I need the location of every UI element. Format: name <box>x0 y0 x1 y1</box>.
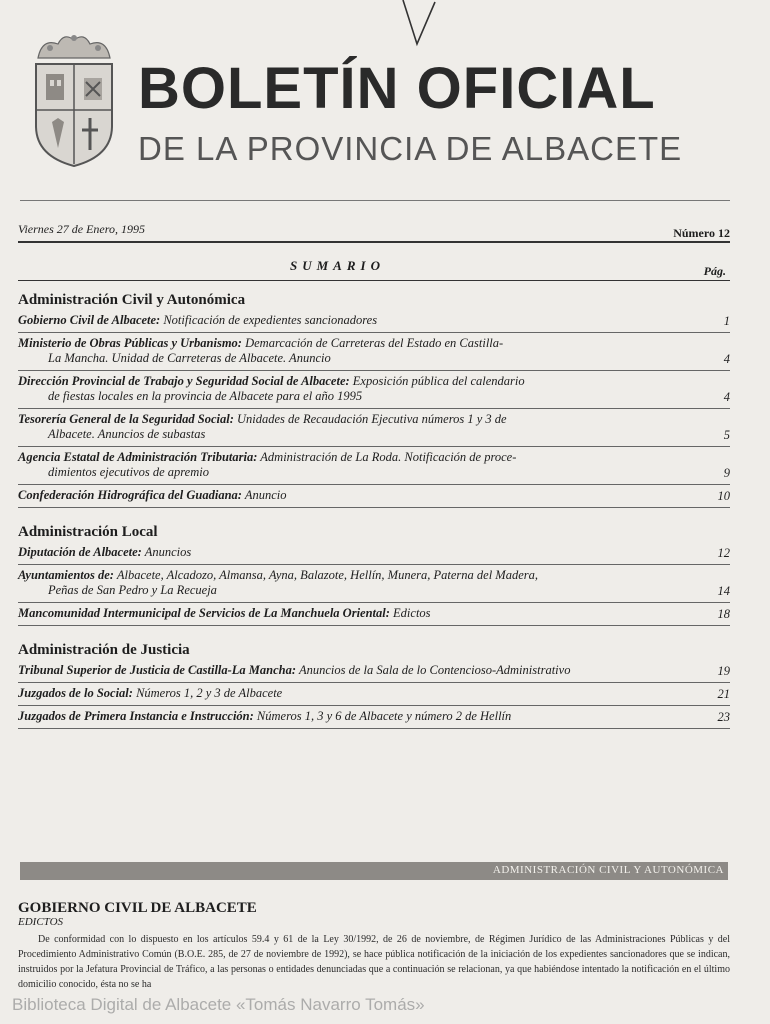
issue-number: Número 12 <box>673 226 730 240</box>
section-band <box>20 862 728 880</box>
article-subtitle: EDICTOS <box>18 916 64 928</box>
entry-description: Edictos <box>389 606 431 620</box>
divider <box>20 200 730 201</box>
entry-description: Anuncio <box>241 488 287 502</box>
entry-description: Exposición pública del calendario <box>349 374 525 388</box>
toc-entry[interactable] <box>18 683 730 706</box>
toc-entry[interactable] <box>18 706 730 729</box>
entry-institution: Ayuntamientos de: <box>18 568 114 582</box>
entry-institution: Mancomunidad Intermunicipal de Servicios de La Manchuela Oriental: <box>18 606 390 620</box>
entry-page: 9 <box>723 466 730 480</box>
entry-page: 12 <box>717 546 730 560</box>
summary-heading: SUMARIO <box>290 258 385 273</box>
entry-institution: Tesorería General de la Seguridad Social: <box>18 412 234 426</box>
entry-description-cont: Peñas de San Pedro y La Recueja <box>48 583 217 597</box>
entry-page: 14 <box>717 584 730 598</box>
entry-page: 4 <box>723 352 730 366</box>
section-heading: Administración Civil y Autonómica <box>18 292 246 308</box>
entry-description-cont: dimientos ejecutivos de apremio <box>48 465 209 479</box>
entry-description: Unidades de Recaudación Ejecutiva números 1 y 3 de <box>233 412 507 426</box>
entry-page: 10 <box>717 489 730 503</box>
toc-entry[interactable] <box>18 371 730 409</box>
section-heading: Administración Local <box>18 524 158 540</box>
divider <box>18 241 730 243</box>
toc-entry[interactable] <box>18 310 730 333</box>
entry-page: 18 <box>717 607 730 621</box>
entry-description: Administración de La Roda. Notificación de proce- <box>257 450 517 464</box>
entry-description: Demarcación de Carreteras del Estado en Castilla- <box>241 336 504 350</box>
toc-entry[interactable] <box>18 409 730 447</box>
toc-entry[interactable] <box>18 603 730 626</box>
entry-description-cont: La Mancha. Unidad de Carreteras de Albacete. Anuncio <box>48 351 331 365</box>
entry-description: Números 1, 3 y 6 de Albacete y número 2 de Hellín <box>253 709 512 723</box>
toc-entry[interactable] <box>18 485 730 508</box>
toc-entry[interactable] <box>18 542 730 565</box>
divider <box>18 280 730 281</box>
entry-page: 23 <box>717 710 730 724</box>
entry-institution: Juzgados de Primera Instancia e Instrucción: <box>18 709 254 723</box>
entry-institution: Tribunal Superior de Justicia de Castilla-La Mancha: <box>18 663 297 677</box>
toc-entry[interactable] <box>18 660 730 683</box>
entry-description: Anuncios <box>141 545 192 559</box>
entry-description: Anuncios de la Sala de lo Contencioso-Administrativo <box>296 663 571 677</box>
entry-page: 1 <box>723 314 730 328</box>
entry-page: 19 <box>717 664 730 678</box>
masthead-title: BOLETÍN OFICIAL <box>138 56 656 121</box>
pen-mark-icon <box>395 0 445 60</box>
entry-institution: Confederación Hidrográfica del Guadiana: <box>18 488 242 502</box>
section-heading: Administración de Justicia <box>18 642 190 658</box>
coat-of-arms-icon <box>28 30 120 170</box>
article-title: GOBIERNO CIVIL DE ALBACETE <box>18 900 257 916</box>
toc-entry[interactable] <box>18 333 730 371</box>
entry-institution: Agencia Estatal de Administración Tributaria: <box>18 450 258 464</box>
masthead-subtitle: DE LA PROVINCIA DE ALBACETE <box>138 130 683 167</box>
entry-institution: Juzgados de lo Social: <box>18 686 133 700</box>
page-column-label: Pág. <box>703 264 726 278</box>
entry-institution: Diputación de Albacete: <box>18 545 142 559</box>
article-body: De conformidad con lo dispuesto en los artículos 59.4 y 61 de la Ley 30/1992, de 26 de noviembre, de Régimen Jurídico de las Administraciones Públicas y del Procedimiento Administrativo Común (B.O.E. 285, de 27 de noviembre de 1992), se hace pública notificación de la iniciación de los expedientes sancionadores que se indican, instruidos por la Jefatura Provincial de Tráfico, a las personas o entidades denunciadas que a continuación se relacionan, ya que habiéndose intentado la notificación en el último domicilio conocido, ésta no se ha <box>18 934 730 990</box>
entry-description: Números 1, 2 y 3 de Albacete <box>132 686 283 700</box>
entry-institution: Gobierno Civil de Albacete: <box>18 313 161 327</box>
entry-description: Albacete, Alcadozo, Almansa, Ayna, Balazote, Hellín, Munera, Paterna del Madera, <box>113 568 538 582</box>
entry-description: Notificación de expedientes sancionadores <box>160 313 378 327</box>
entry-page: 5 <box>723 428 730 442</box>
entry-institution: Dirección Provincial de Trabajo y Seguridad Social de Albacete: <box>18 374 350 388</box>
section-band-label: ADMINISTRACIÓN CIVIL Y AUTONÓMICA <box>492 864 724 876</box>
issue-date: Viernes 27 de Enero, 1995 <box>18 222 145 236</box>
entry-description-cont: Albacete. Anuncios de subastas <box>48 427 206 441</box>
toc-entry[interactable] <box>18 447 730 485</box>
table-of-contents <box>18 290 730 729</box>
toc-entry[interactable] <box>18 565 730 603</box>
entry-description-cont: de fiestas locales en la provincia de Albacete para el año 1995 <box>48 389 363 403</box>
library-watermark: Biblioteca Digital de Albacete «Tomás Navarro Tomás» <box>12 995 425 1014</box>
entry-page: 4 <box>723 390 730 404</box>
entry-institution: Ministerio de Obras Públicas y Urbanismo: <box>18 336 242 350</box>
entry-page: 21 <box>717 687 730 701</box>
